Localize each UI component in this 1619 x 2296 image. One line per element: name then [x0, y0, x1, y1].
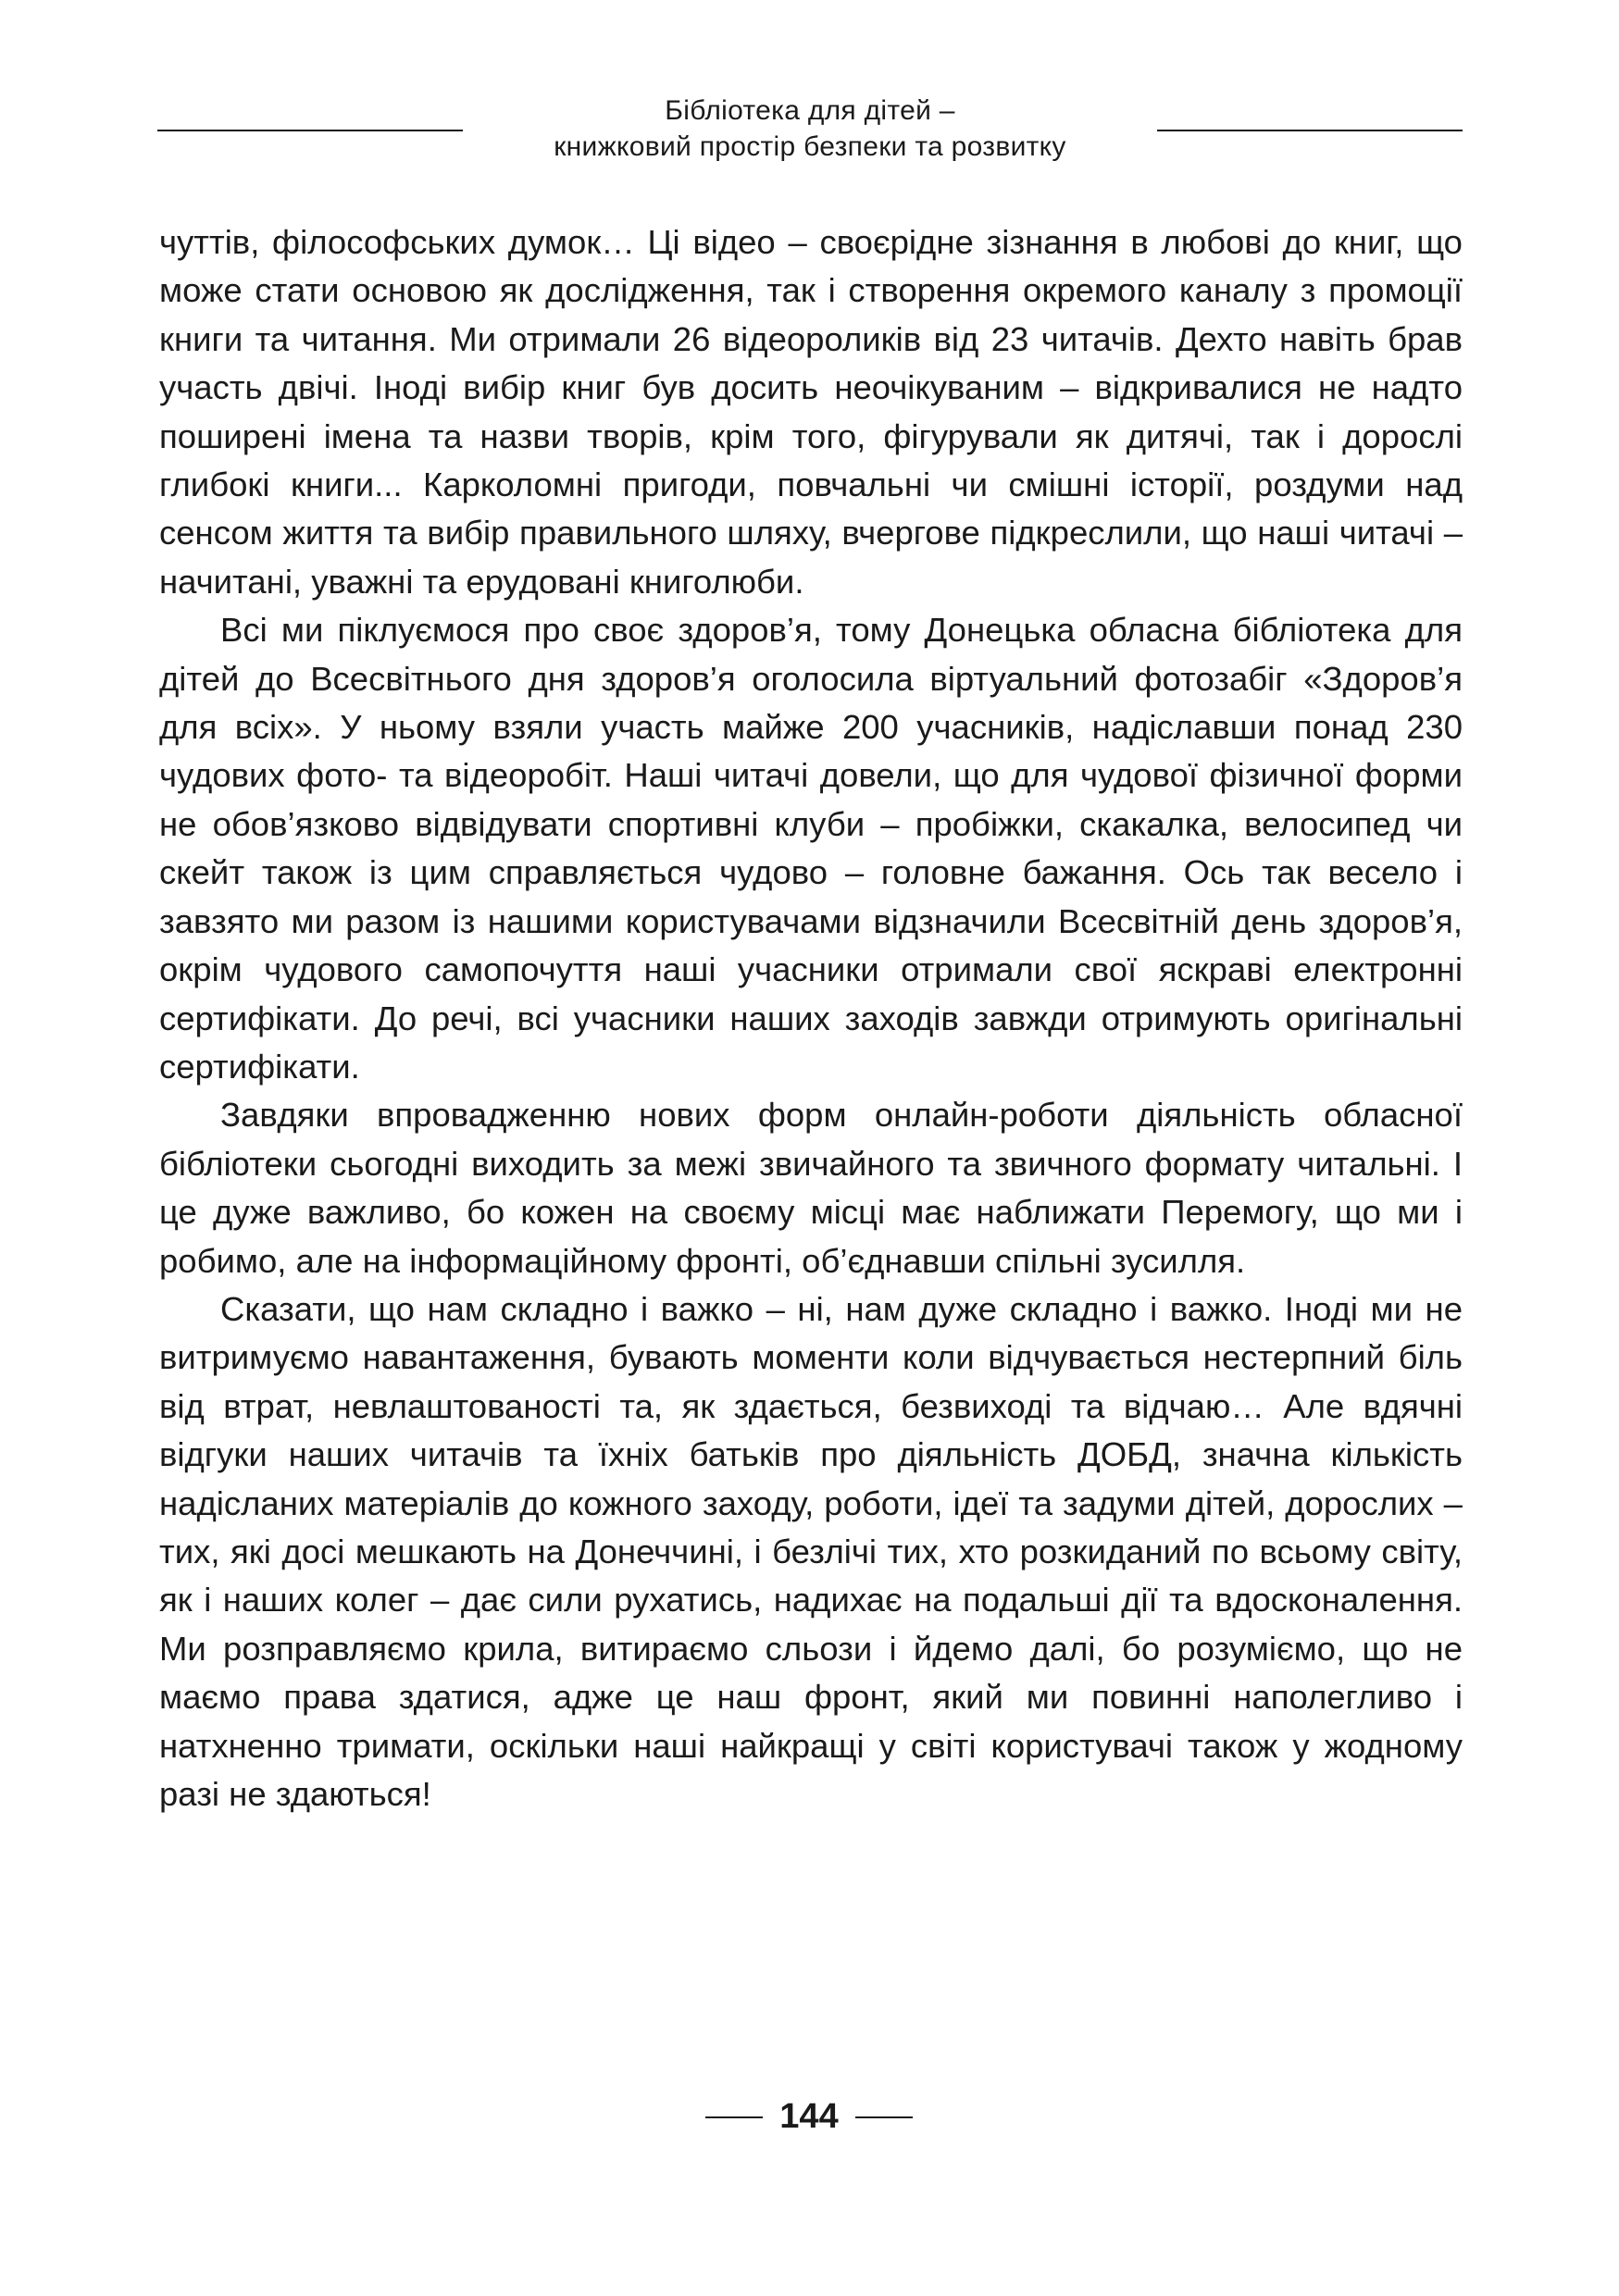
paragraph-3: Завдяки впровадженню нових форм онлайн-роботи діяльність обласної бібліотеки сьогодні виходить за межі звичайного та звичного формату читальні. І це дуже важливо, бо кожен на своєму місці має наближати Перемогу, що ми і робимо, але на інформаційному фронті, об’єднавши спільні зусилля. [159, 1096, 1463, 1280]
running-header-line-2: книжковий простір безпеки та розвитку [554, 131, 1066, 162]
footer-rule-right [855, 2116, 913, 2118]
header-rule-left [157, 130, 463, 131]
running-header [157, 89, 1463, 172]
page-body [159, 218, 1463, 1818]
paragraph-1: чуттів, філософських думок… Ці відео – своєрідне зізнання в любові до книг, що може стати основою як дослідження, так і створення окремого каналу з промоції книги та читання. Ми отримали 26 відеороликів від 23 читачів. Дехто навіть брав участь двічі. Іноді вибір книг був досить неочікуваним – відкривалися не надто поширені імена та назви творів, крім того, фігурували як дитячі, так і дорослі глибокі книги... Карколомні пригоди, повчальні чи смішні історії, роздуми над сенсом життя та вибір правильного шляху, вчергове підкреслили, що наші читачі – начитані, уважні та ерудовані книголюби. [159, 223, 1463, 601]
footer-rule-left [705, 2116, 763, 2118]
paragraph-2: Всі ми піклуємося про своє здоров’я, тому Донецька обласна бібліотека для дітей до Всесвітнього дня здоров’я оголосила віртуальний фотозабіг «Здоров’я для всіх». У ньому взяли участь майже 200 учасників, надіславши понад 230 чудових фото- та відеоробіт. Наші читачі довели, що для чудової фізичної форми не обов’язково відвідувати спортивні клуби – пробіжки, скакалка, велосипед чи скейт також із цим справляється чудово – головне бажання. Ось так весело і завзято ми разом із нашими користувачами відзначили Всесвітній день здоров’я, окрім чудового самопочуття наші учасники отримали свої яскраві електронні сертифікати. До речі, всі учасники наших заходів завжди отримують оригінальні сертифікати. [159, 611, 1463, 1086]
header-rule-right [1157, 130, 1463, 131]
page-number: 144 [779, 2097, 839, 2136]
paragraph-4: Сказати, що нам складно і важко – ні, нам дуже складно і важко. Іноді ми не витримуємо навантаження, бувають моменти коли відчувається нестерпний біль від втрат, невлаштованості та, як здається, безвиході та відчаю… Але вдячні відгуки наших читачів та їхніх батьків про діяльність ДОБД, значна кількість надісланих матеріалів до кожного заходу, роботи, ідеї та задуми дітей, дорослих – тих, які досі мешкають на Донеччині, і безлічі тих, хто розкиданий по всьому світу, як і наших колег – дає сили рухатись, надихає на подальші дії та вдосконалення. Ми розправляємо крила, витираємо сльози і йдемо далі, бо розуміємо, що не маємо права здатися, адже це наш фронт, який ми повинні наполегливо і натхненно тримати, оскільки наші найкращі у світі користувачі також у жодному разі не здаються! [159, 1289, 1463, 1813]
page-footer [0, 2093, 1619, 2140]
running-header-line-1: Бібліотека для дітей – [665, 95, 955, 126]
running-header-title [472, 93, 1148, 165]
